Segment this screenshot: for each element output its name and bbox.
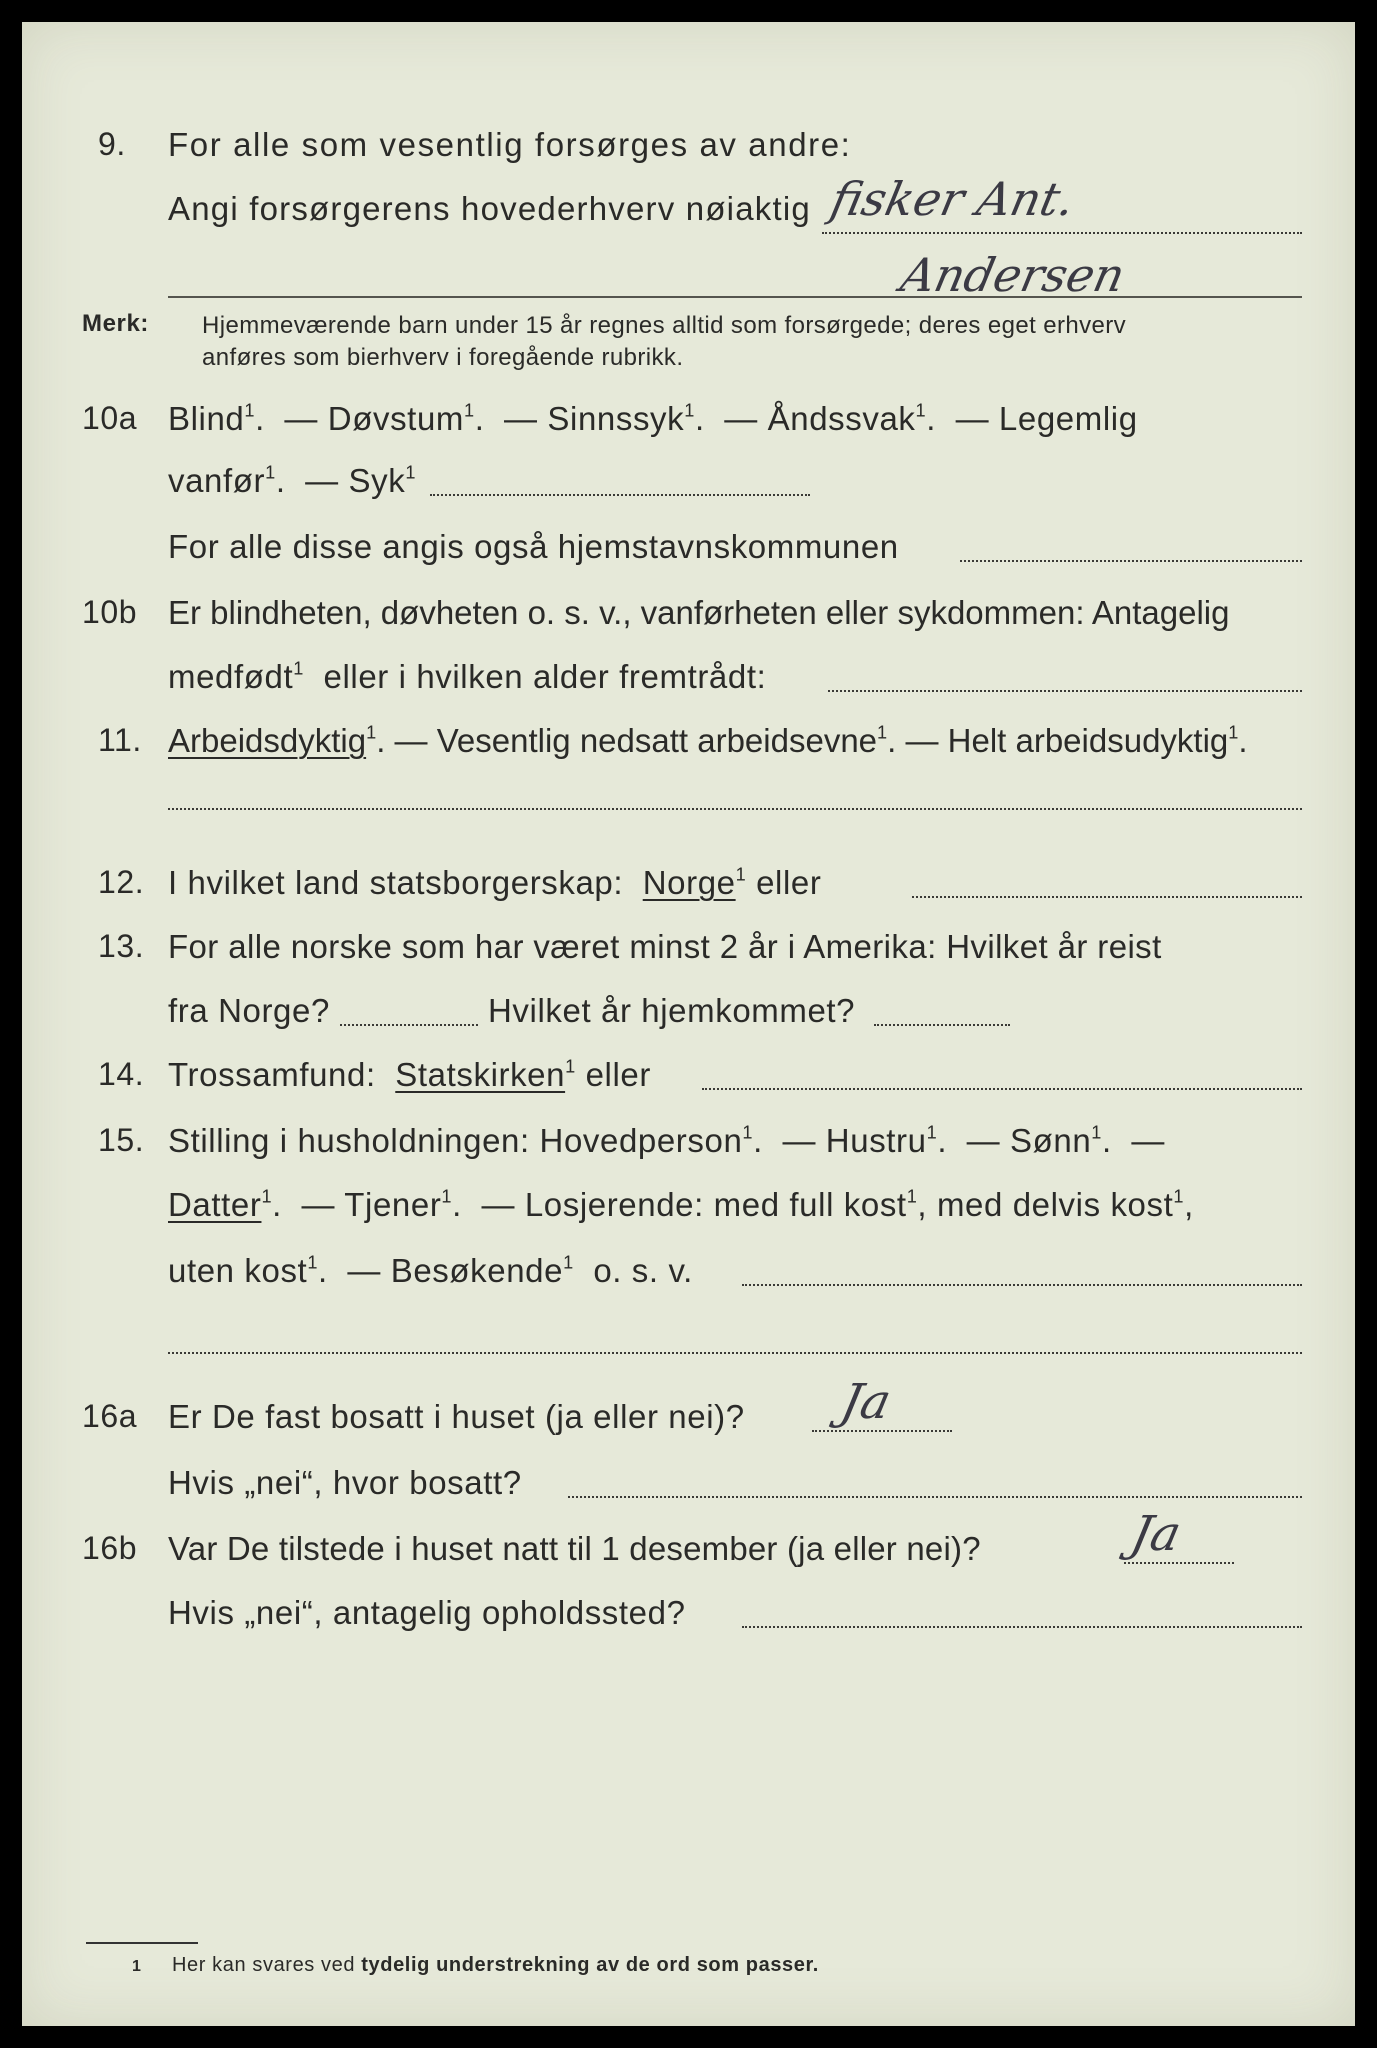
q10b-number: 10b [82, 594, 138, 630]
footnote-mark: 1 [132, 1958, 142, 1975]
q16a-line2: Hvis „nei“, hvor bosatt? [168, 1464, 522, 1501]
q10b-line1: Er blindheten, døvheten o. s. v., vanførheten eller sykdommen: Antagelig [168, 594, 1230, 631]
q16b-handwritten-answer: Ja [1126, 1506, 1186, 1562]
q15-answer-line [742, 1284, 1302, 1286]
q15-line1: Stilling i husholdningen: Hovedperson$^1$. — Hustru$^1$. — Sønn$^1$. — [168, 1122, 1165, 1159]
q10a-line2: vanfør$^1$. — Syk$^1$ [168, 462, 417, 499]
q9-handwritten-answer-2: Andersen [896, 248, 1130, 302]
q16a-line1: Er De fast bosatt i huset (ja eller nei)? [168, 1398, 745, 1435]
option-norge: Norge [642, 864, 736, 901]
q16b-opholdssted-line [742, 1626, 1302, 1628]
q16b-line2: Hvis „nei“, antagelig opholdssted? [168, 1594, 686, 1631]
q13-hjemkommet-line [874, 1024, 1010, 1026]
q15-line3: uten kost$^1$. — Besøkende$^1$ o. s. v. [168, 1252, 693, 1289]
merk-label: Merk: [82, 310, 150, 337]
q16b-answer-line [1124, 1562, 1234, 1564]
q10a-hjemstavn-line [960, 560, 1302, 562]
option-sinnssyk: — Sinnssyk [504, 400, 685, 437]
merk-line2: anføres som bierhverv i foregående rubrikk. [202, 344, 684, 371]
option-blind: Blind [168, 400, 245, 437]
option-andssvak: — Åndssvak [724, 400, 916, 437]
q14-answer-line [702, 1088, 1302, 1090]
q9-answer-rule [168, 296, 1302, 298]
q15-number: 15. [98, 1122, 145, 1158]
footnote-text: Her kan svares ved tydelig understrekning av de ord som passer. [172, 1954, 819, 1976]
q15-answer-line-2 [168, 1352, 1302, 1354]
q16a-answer-line [812, 1430, 952, 1432]
q16a-bosatt-line [568, 1496, 1302, 1498]
q14-number: 14. [98, 1056, 145, 1092]
q9-line2: Angi forsørgerens hovederhverv nøiaktig [168, 190, 811, 227]
q11-line1: Arbeidsdyktig$^1$. — Vesentlig nedsatt arbeidsevne$^1$. — Helt arbeidsudyktig$^1$. [168, 722, 1248, 759]
option-legemlig: — Legemlig [955, 400, 1138, 437]
q15-line2: Datter$^1$. — Tjener$^1$. — Losjerende: med full kost$^1$, med delvis kost$^1$, [168, 1186, 1194, 1223]
q9-number: 9. [98, 126, 126, 162]
option-syk: — Syk [305, 462, 406, 499]
option-statskirken: Statskirken [395, 1056, 566, 1093]
q16a-handwritten-answer: Ja [836, 1374, 896, 1430]
q10a-line3: For alle disse angis også hjemstavnskommunen [168, 528, 899, 565]
q9-handwritten-answer-1: fisker Ant. [826, 172, 1080, 226]
q10a-line1: Blind$^1$. — Døvstum$^1$. — Sinnssyk$^1$. — Åndssvak$^1$. — Legemlig [168, 400, 1138, 437]
merk-line1: Hjemmeværende barn under 15 år regnes alltid som forsørgede; deres eget erhverv [202, 312, 1127, 339]
footnote-rule [86, 1942, 198, 1944]
q12-number: 12. [98, 864, 145, 900]
q13-line2b: Hvilket år hjemkommet? [488, 992, 856, 1029]
q10a-syk-line [430, 494, 810, 496]
q9-line1: For alle som vesentlig forsørges av andre: [168, 126, 852, 163]
option-vanfor: vanfør [168, 462, 266, 499]
q11-answer-line [168, 808, 1302, 810]
q10a-number: 10a [82, 400, 138, 436]
q13-line2a: fra Norge? [168, 992, 330, 1029]
q13-number: 13. [98, 928, 145, 964]
q13-line1: For alle norske som har været minst 2 år i Amerika: Hvilket år reist [168, 928, 1162, 965]
q12-line: I hvilket land statsborgerskap: Norge$^1$ eller [168, 864, 822, 901]
option-arbeidsdyktig: Arbeidsdyktig [168, 722, 367, 759]
option-dovstum: — Døvstum [284, 400, 464, 437]
q10b-line2: medfødt$^1$ eller i hvilken alder fremtrådt: [168, 658, 767, 695]
option-datter: Datter [168, 1186, 262, 1223]
q16b-number: 16b [82, 1530, 138, 1566]
q12-answer-line [912, 896, 1302, 898]
q11-number: 11. [98, 722, 142, 758]
q10b-answer-line [828, 690, 1302, 692]
q13-reist-line [340, 1024, 478, 1026]
q16a-number: 16a [82, 1398, 138, 1434]
q14-line: Trossamfund: Statskirken$^1$ eller [168, 1056, 651, 1093]
q16b-line1: Var De tilstede i huset natt til 1 desember (ja eller nei)? [168, 1530, 981, 1567]
census-form-page [22, 22, 1355, 2026]
q9-answer-line [822, 232, 1302, 234]
